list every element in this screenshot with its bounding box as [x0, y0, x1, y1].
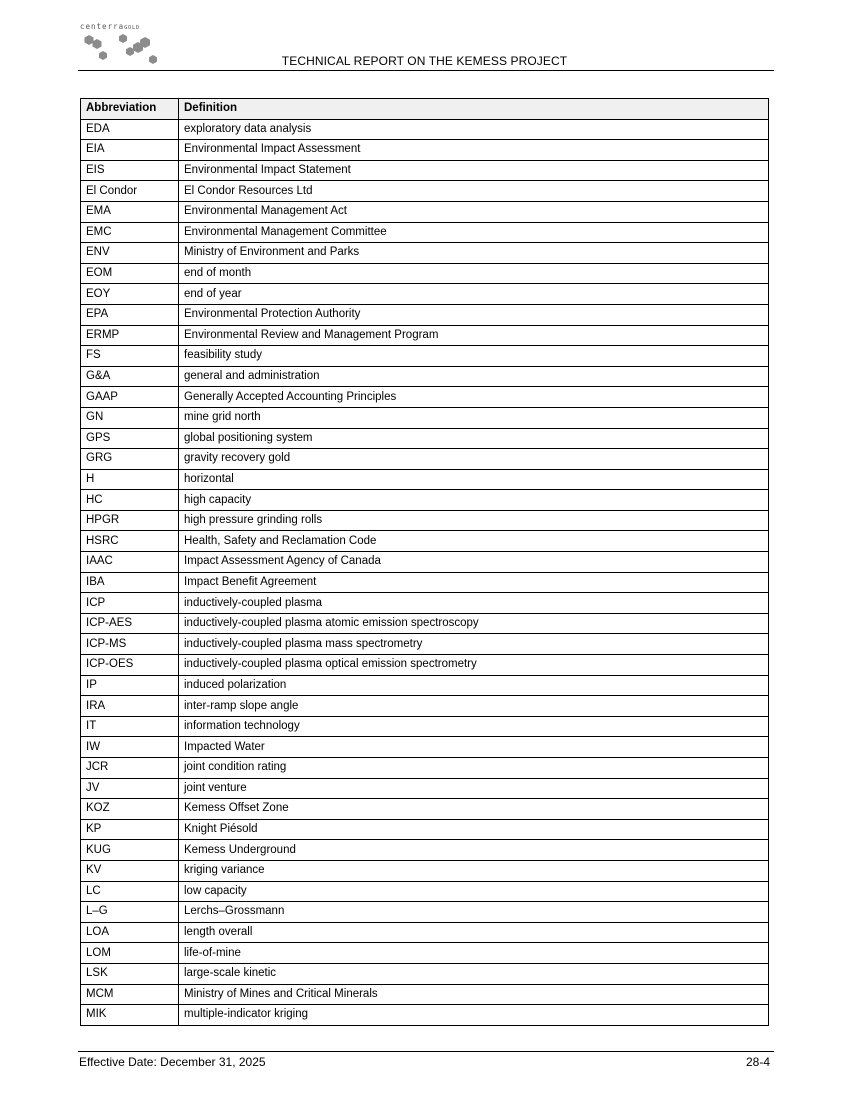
definition-cell: Impact Assessment Agency of Canada — [179, 552, 769, 573]
table-row — [81, 490, 769, 511]
definition-cell: Knight Piésold — [179, 819, 769, 840]
table-row — [81, 593, 769, 614]
table-row — [81, 140, 769, 161]
abbreviation-cell: KP — [81, 819, 179, 840]
abbreviation-cell: IRA — [81, 696, 179, 717]
definition-cell: global positioning system — [179, 428, 769, 449]
table-row — [81, 634, 769, 655]
definition-cell: end of year — [179, 284, 769, 305]
header-divider — [78, 70, 774, 71]
table-row — [81, 860, 769, 881]
table-row — [81, 963, 769, 984]
table-row — [81, 881, 769, 902]
abbreviation-cell: ICP-OES — [81, 655, 179, 676]
definition-cell: Lerchs–Grossmann — [179, 902, 769, 923]
definition-cell: mine grid north — [179, 407, 769, 428]
abbreviation-cell: EOM — [81, 263, 179, 284]
definition-cell: Ministry of Mines and Critical Minerals — [179, 984, 769, 1005]
definition-cell: Environmental Impact Statement — [179, 160, 769, 181]
definition-cell: Environmental Management Act — [179, 201, 769, 222]
abbreviation-cell: HPGR — [81, 510, 179, 531]
definition-cell: inductively-coupled plasma mass spectrometry — [179, 634, 769, 655]
abbreviation-cell: EPA — [81, 304, 179, 325]
abbreviation-cell: IT — [81, 716, 179, 737]
table-row — [81, 799, 769, 820]
definition-cell: induced polarization — [179, 675, 769, 696]
abbreviation-cell: JV — [81, 778, 179, 799]
definition-cell: multiple-indicator kriging — [179, 1005, 769, 1026]
table-row — [81, 201, 769, 222]
abbreviation-cell: ICP — [81, 593, 179, 614]
definition-cell: end of month — [179, 263, 769, 284]
table-header-row — [81, 99, 769, 120]
table-row — [81, 449, 769, 470]
definition-cell: kriging variance — [179, 860, 769, 881]
footer-divider — [78, 1051, 774, 1052]
definition-cell: feasibility study — [179, 346, 769, 367]
abbreviation-cell: El Condor — [81, 181, 179, 202]
abbreviation-cell: EMA — [81, 201, 179, 222]
definition-cell: Health, Safety and Reclamation Code — [179, 531, 769, 552]
table-row — [81, 243, 769, 264]
abbreviation-cell: LOM — [81, 943, 179, 964]
table-row — [81, 943, 769, 964]
table-row — [81, 304, 769, 325]
page-number: 28-4 — [745, 1055, 770, 1069]
definition-cell: Kemess Offset Zone — [179, 799, 769, 820]
table-row — [81, 1005, 769, 1026]
table-row — [81, 840, 769, 861]
table-row — [81, 346, 769, 367]
table-row — [81, 902, 769, 923]
abbreviation-cell: KOZ — [81, 799, 179, 820]
abbreviation-cell: HC — [81, 490, 179, 511]
table-row — [81, 572, 769, 593]
table-row — [81, 325, 769, 346]
table-row — [81, 387, 769, 408]
table-row — [81, 222, 769, 243]
abbreviation-cell: GPS — [81, 428, 179, 449]
abbreviation-cell: EIA — [81, 140, 179, 161]
abbreviation-cell: MIK — [81, 1005, 179, 1026]
abbreviation-cell: KV — [81, 860, 179, 881]
abbreviation-cell: EIS — [81, 160, 179, 181]
abbreviation-cell: ERMP — [81, 325, 179, 346]
table-row — [81, 819, 769, 840]
table-row — [81, 119, 769, 140]
definition-cell: inter-ramp slope angle — [179, 696, 769, 717]
abbreviation-cell: HSRC — [81, 531, 179, 552]
definition-cell: life-of-mine — [179, 943, 769, 964]
table-row — [81, 428, 769, 449]
definition-cell: inductively-coupled plasma optical emission spectrometry — [179, 655, 769, 676]
table-row — [81, 696, 769, 717]
table-row — [81, 160, 769, 181]
definition-cell: Environmental Review and Management Program — [179, 325, 769, 346]
abbreviation-cell: IBA — [81, 572, 179, 593]
definition-cell: exploratory data analysis — [179, 119, 769, 140]
effective-date: Effective Date: December 31, 2025 — [79, 1055, 266, 1069]
report-title: TECHNICAL REPORT ON THE KEMESS PROJECT — [281, 54, 568, 68]
abbreviation-cell: LSK — [81, 963, 179, 984]
table-row — [81, 366, 769, 387]
abbreviation-cell: GRG — [81, 449, 179, 470]
abbreviation-cell: ICP-AES — [81, 613, 179, 634]
table-row — [81, 675, 769, 696]
definition-cell: Impact Benefit Agreement — [179, 572, 769, 593]
table-row — [81, 407, 769, 428]
abbreviation-cell: IAAC — [81, 552, 179, 573]
abbreviation-cell: GAAP — [81, 387, 179, 408]
definition-cell: joint venture — [179, 778, 769, 799]
definition-cell: horizontal — [179, 469, 769, 490]
abbreviation-cell: LOA — [81, 922, 179, 943]
definition-cell: general and administration — [179, 366, 769, 387]
definition-cell: length overall — [179, 922, 769, 943]
abbreviation-column-header: Abbreviation — [81, 99, 179, 120]
definition-cell: Generally Accepted Accounting Principles — [179, 387, 769, 408]
abbreviation-cell: EDA — [81, 119, 179, 140]
table-row — [81, 531, 769, 552]
definition-cell: Environmental Impact Assessment — [179, 140, 769, 161]
definition-cell: gravity recovery gold — [179, 449, 769, 470]
logo-wordmark: centerraGOLD — [80, 22, 140, 31]
abbreviation-cell: EMC — [81, 222, 179, 243]
table-row — [81, 552, 769, 573]
definition-cell: Ministry of Environment and Parks — [179, 243, 769, 264]
table-row — [81, 922, 769, 943]
definition-cell: inductively-coupled plasma — [179, 593, 769, 614]
abbreviation-cell: L–G — [81, 902, 179, 923]
table-row — [81, 984, 769, 1005]
definition-cell: Kemess Underground — [179, 840, 769, 861]
definition-cell: low capacity — [179, 881, 769, 902]
table-row — [81, 284, 769, 305]
table-row — [81, 263, 769, 284]
abbreviation-cell: FS — [81, 346, 179, 367]
abbreviation-cell: H — [81, 469, 179, 490]
table-row — [81, 737, 769, 758]
table-row — [81, 510, 769, 531]
abbreviation-cell: MCM — [81, 984, 179, 1005]
abbreviation-cell: JCR — [81, 758, 179, 779]
definition-cell: inductively-coupled plasma atomic emission spectroscopy — [179, 613, 769, 634]
definition-cell: Impacted Water — [179, 737, 769, 758]
abbreviation-cell: IW — [81, 737, 179, 758]
definition-cell: Environmental Management Committee — [179, 222, 769, 243]
table-row — [81, 469, 769, 490]
definition-cell: Environmental Protection Authority — [179, 304, 769, 325]
abbreviation-cell: G&A — [81, 366, 179, 387]
abbreviation-cell: KUG — [81, 840, 179, 861]
table-body — [81, 119, 769, 1025]
abbreviation-cell: GN — [81, 407, 179, 428]
definition-cell: high pressure grinding rolls — [179, 510, 769, 531]
table-row — [81, 758, 769, 779]
abbreviation-cell: EOY — [81, 284, 179, 305]
table-row — [81, 613, 769, 634]
abbreviation-cell: ENV — [81, 243, 179, 264]
abbreviation-cell: LC — [81, 881, 179, 902]
abbreviation-cell: IP — [81, 675, 179, 696]
definition-cell: high capacity — [179, 490, 769, 511]
definition-cell: El Condor Resources Ltd — [179, 181, 769, 202]
table-row — [81, 655, 769, 676]
table-row — [81, 181, 769, 202]
definition-cell: joint condition rating — [179, 758, 769, 779]
table-row — [81, 716, 769, 737]
definition-cell: information technology — [179, 716, 769, 737]
definition-column-header: Definition — [179, 99, 769, 120]
definition-cell: large-scale kinetic — [179, 963, 769, 984]
abbreviation-cell: ICP-MS — [81, 634, 179, 655]
abbreviations-table — [80, 98, 769, 1026]
table-row — [81, 778, 769, 799]
